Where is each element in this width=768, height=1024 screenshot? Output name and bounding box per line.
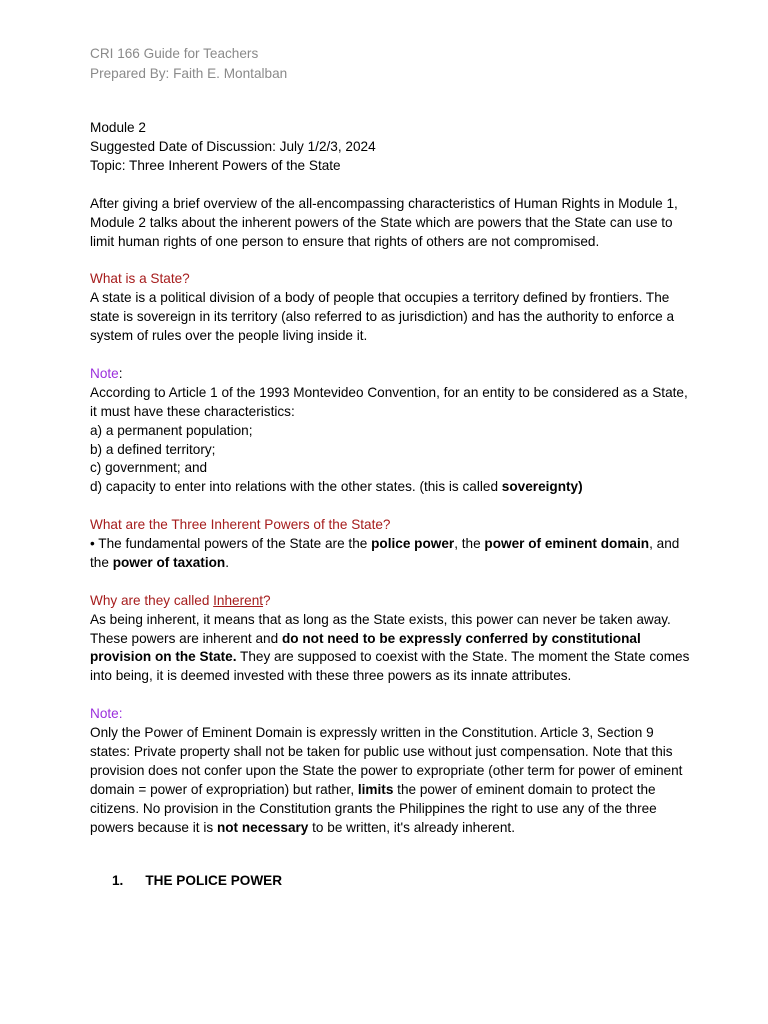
note-1-colon: : xyxy=(118,365,123,381)
note-1-label xyxy=(90,365,690,384)
sovereignty-term: sovereignty) xyxy=(501,479,583,495)
note-2-text: the power of eminent domain to protect the citizens. No provision in the Constitution grants the Philippines the right to use any of the three powers because it is xyxy=(90,781,657,835)
powers-text: , and the xyxy=(90,536,680,570)
module-title: Module 2 xyxy=(90,120,146,136)
state-heading: What is a State? xyxy=(90,271,190,287)
montevideo-intro: According to Article 1 of the 1993 Montevideo Convention, for an entity to be considered as a State, it must have these characteristics: xyxy=(90,384,688,419)
powers-heading: What are the Three Inherent Powers of the State? xyxy=(90,517,391,533)
police-power-term: police power xyxy=(371,536,455,552)
eminent-domain-note xyxy=(90,724,690,837)
inherent-text: They are supposed to coexist with the State. The moment the State comes into being, it is deemed invested with these three powers as its innate attributes. xyxy=(90,649,690,684)
discussion-date: Suggested Date of Discussion: July 1/2/3, 2024 xyxy=(90,139,376,155)
powers-paragraph xyxy=(90,535,690,573)
inherent-heading-suffix: ? xyxy=(263,592,271,608)
eminent-domain-term: power of eminent domain xyxy=(484,536,650,552)
module-topic: Topic: Three Inherent Powers of the State xyxy=(90,158,341,173)
state-definition: A state is a political division of a body of people that occupies a territory defined by frontiers. The state is sovereign in its territory (also referred to as jurisdiction) and has the authority to enforce a system of rules over the people living inside it. xyxy=(90,290,675,344)
powers-text: , the xyxy=(454,536,485,552)
powers-text: • The fundamental powers of the State are the xyxy=(90,536,372,552)
inherent-heading-prefix: Why are they called xyxy=(90,592,214,608)
note-1-label-text: Note xyxy=(90,365,119,381)
limits-term: limits xyxy=(357,781,394,797)
prepared-by: Prepared By: Faith E. Montalban xyxy=(90,65,288,81)
document-body xyxy=(90,44,690,890)
characteristic-item: c) government; and xyxy=(90,460,208,476)
section-number: 1. xyxy=(112,872,124,888)
note-2-text: to be written, it's already inherent. xyxy=(308,819,515,835)
note-2-label: Note: xyxy=(90,706,123,722)
characteristic-item-last xyxy=(90,478,690,497)
inherent-heading-underlined: Inherent xyxy=(213,592,264,608)
characteristic-item-last-text: d) capacity to enter into relations with the other states. (this is called xyxy=(90,479,502,495)
not-necessary-term: not necessary xyxy=(216,819,309,835)
inherent-bold-text: do not need to be expressly conferred by constitutional provision on the State. xyxy=(90,630,641,665)
note-2-text: Only the Power of Eminent Domain is expressly written in the Constitution. Article 3, Section 9 states: Private property shall not be taken for public use without just compensation. Note that this provision does not confer upon the State the power to expropriate (other term for power of eminent domain = power of expropriation) but rather, xyxy=(90,725,683,797)
section-police-power-heading xyxy=(90,872,690,891)
inherent-heading xyxy=(90,592,690,611)
taxation-term: power of taxation xyxy=(112,554,226,570)
inherent-text: As being inherent, it means that as long as the State exists, this power can never be taken away. These powers are inherent and xyxy=(90,611,671,646)
characteristic-item: b) a defined territory; xyxy=(90,441,216,457)
section-title-text: THE POLICE POWER xyxy=(145,872,283,888)
characteristic-item: a) a permanent population; xyxy=(90,422,253,438)
inherent-paragraph xyxy=(90,611,690,687)
powers-text: . xyxy=(225,554,230,570)
intro-paragraph: After giving a brief overview of the all-encompassing characteristics of Human Rights in Module 1, Module 2 talks about the inherent powers of the State which are powers that the State can use to limit human rights of one person to ensure that rights of others are not compromised. xyxy=(90,195,678,249)
course-title: CRI 166 Guide for Teachers xyxy=(90,46,259,61)
